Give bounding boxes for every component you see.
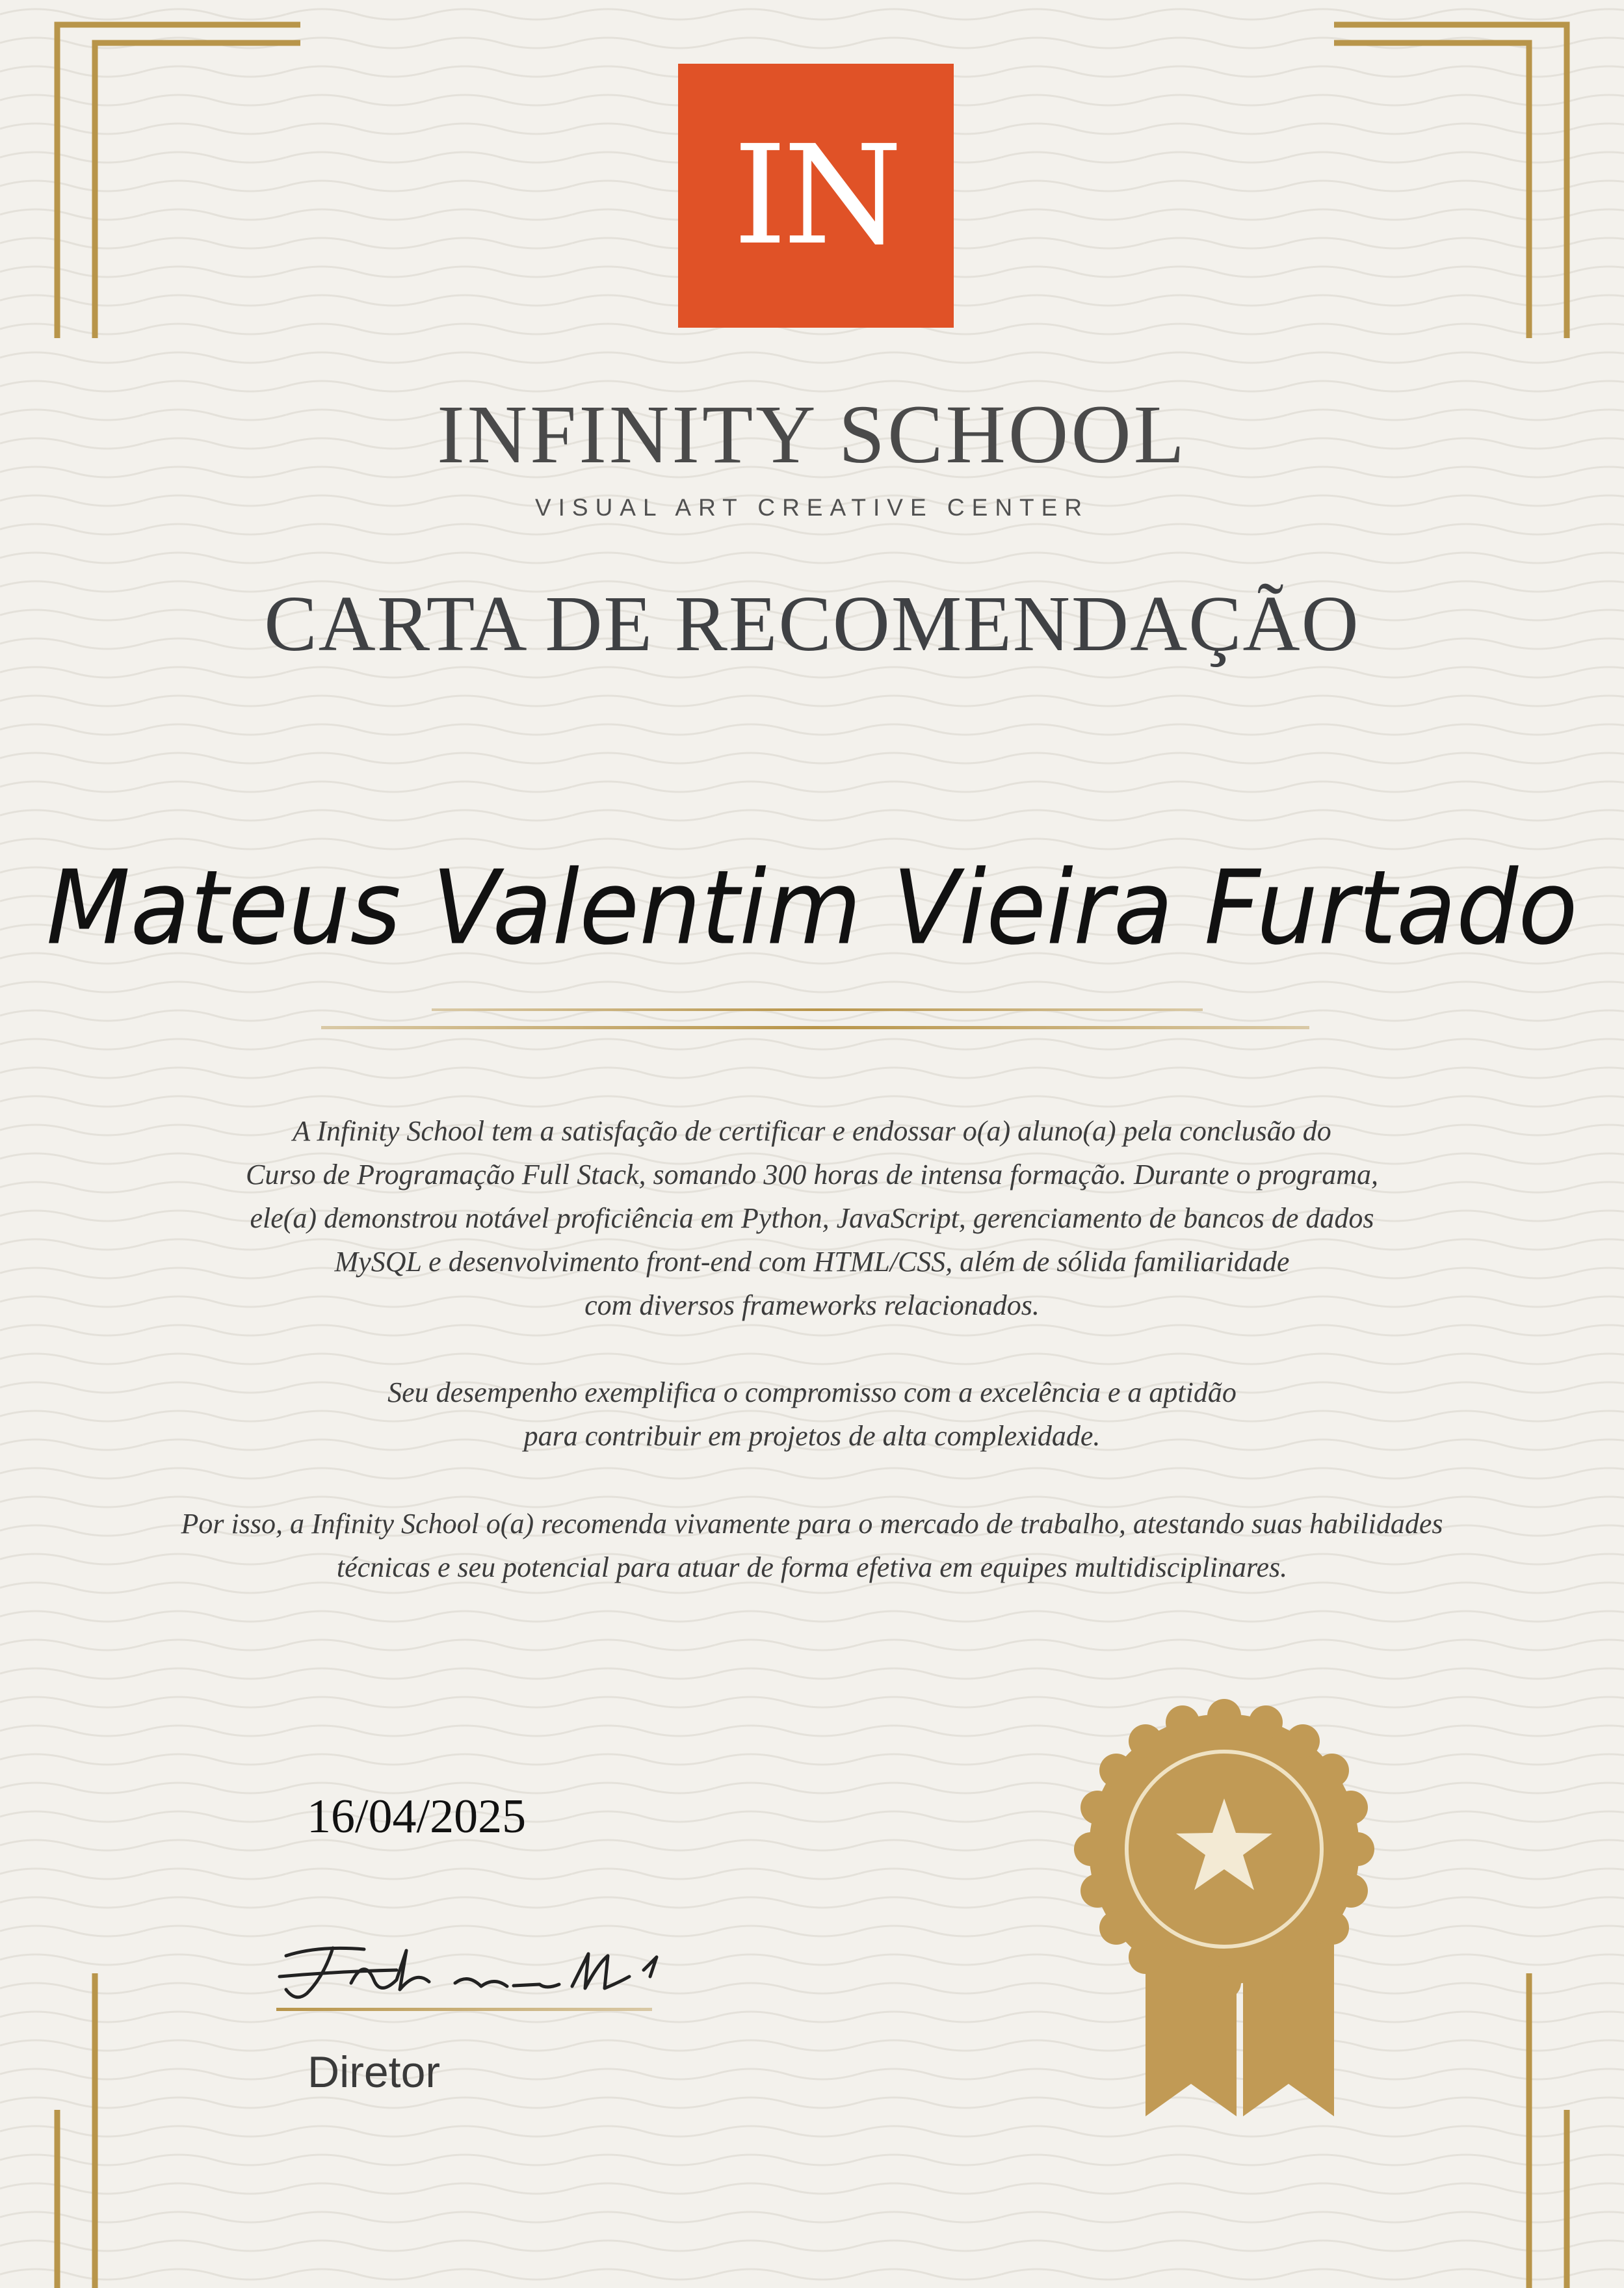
school-name: INFINITY SCHOOL [437, 388, 1187, 480]
paragraph-line: A Infinity School tem a satisfação de certificar e endossar o(a) aluno(a) pela conclusão do [293, 1115, 1331, 1147]
paragraph-line: para contribuir em projetos de alta complexidade. [523, 1420, 1101, 1452]
document-title: CARTA DE RECOMENDAÇÃO [264, 580, 1360, 668]
paragraph-recommendation [20, 1502, 1604, 1589]
signer-role: Diretor [308, 2047, 441, 2097]
paragraph-line: MySQL e desenvolvimento front-end com HTML/CSS, além de sólida familiaridade [334, 1246, 1290, 1278]
school-subtitle: VISUAL ART CREATIVE CENTER [534, 494, 1090, 521]
paragraph-line: Por isso, a Infinity School o(a) recomenda vivamente para o mercado de trabalho, atestando suas habilidades [181, 1508, 1443, 1540]
paragraph-performance [20, 1371, 1604, 1458]
paragraph-line: Curso de Programação Full Stack, somando 300 horas de intensa formação. Durante o programa, [246, 1159, 1378, 1190]
issue-date: 16/04/2025 [307, 1790, 527, 1843]
paragraph-line: técnicas e seu potencial para atuar de forma efetiva em equipes multidisciplinares. [336, 1551, 1288, 1583]
paragraph-completion [20, 1109, 1604, 1327]
paragraph-line: ele(a) demonstrou notável proficiência em Python, JavaScript, gerenciamento de bancos de dados [250, 1202, 1374, 1234]
student-name: Mateus Valentim Vieira Furtado [46, 848, 1578, 968]
paragraph-line: com diversos frameworks relacionados. [584, 1289, 1040, 1321]
paragraph-line: Seu desempenho exemplifica o compromisso com a excelência e a aptidão [387, 1376, 1237, 1408]
logo-letters: IN [733, 116, 899, 275]
school-logo [678, 64, 954, 328]
